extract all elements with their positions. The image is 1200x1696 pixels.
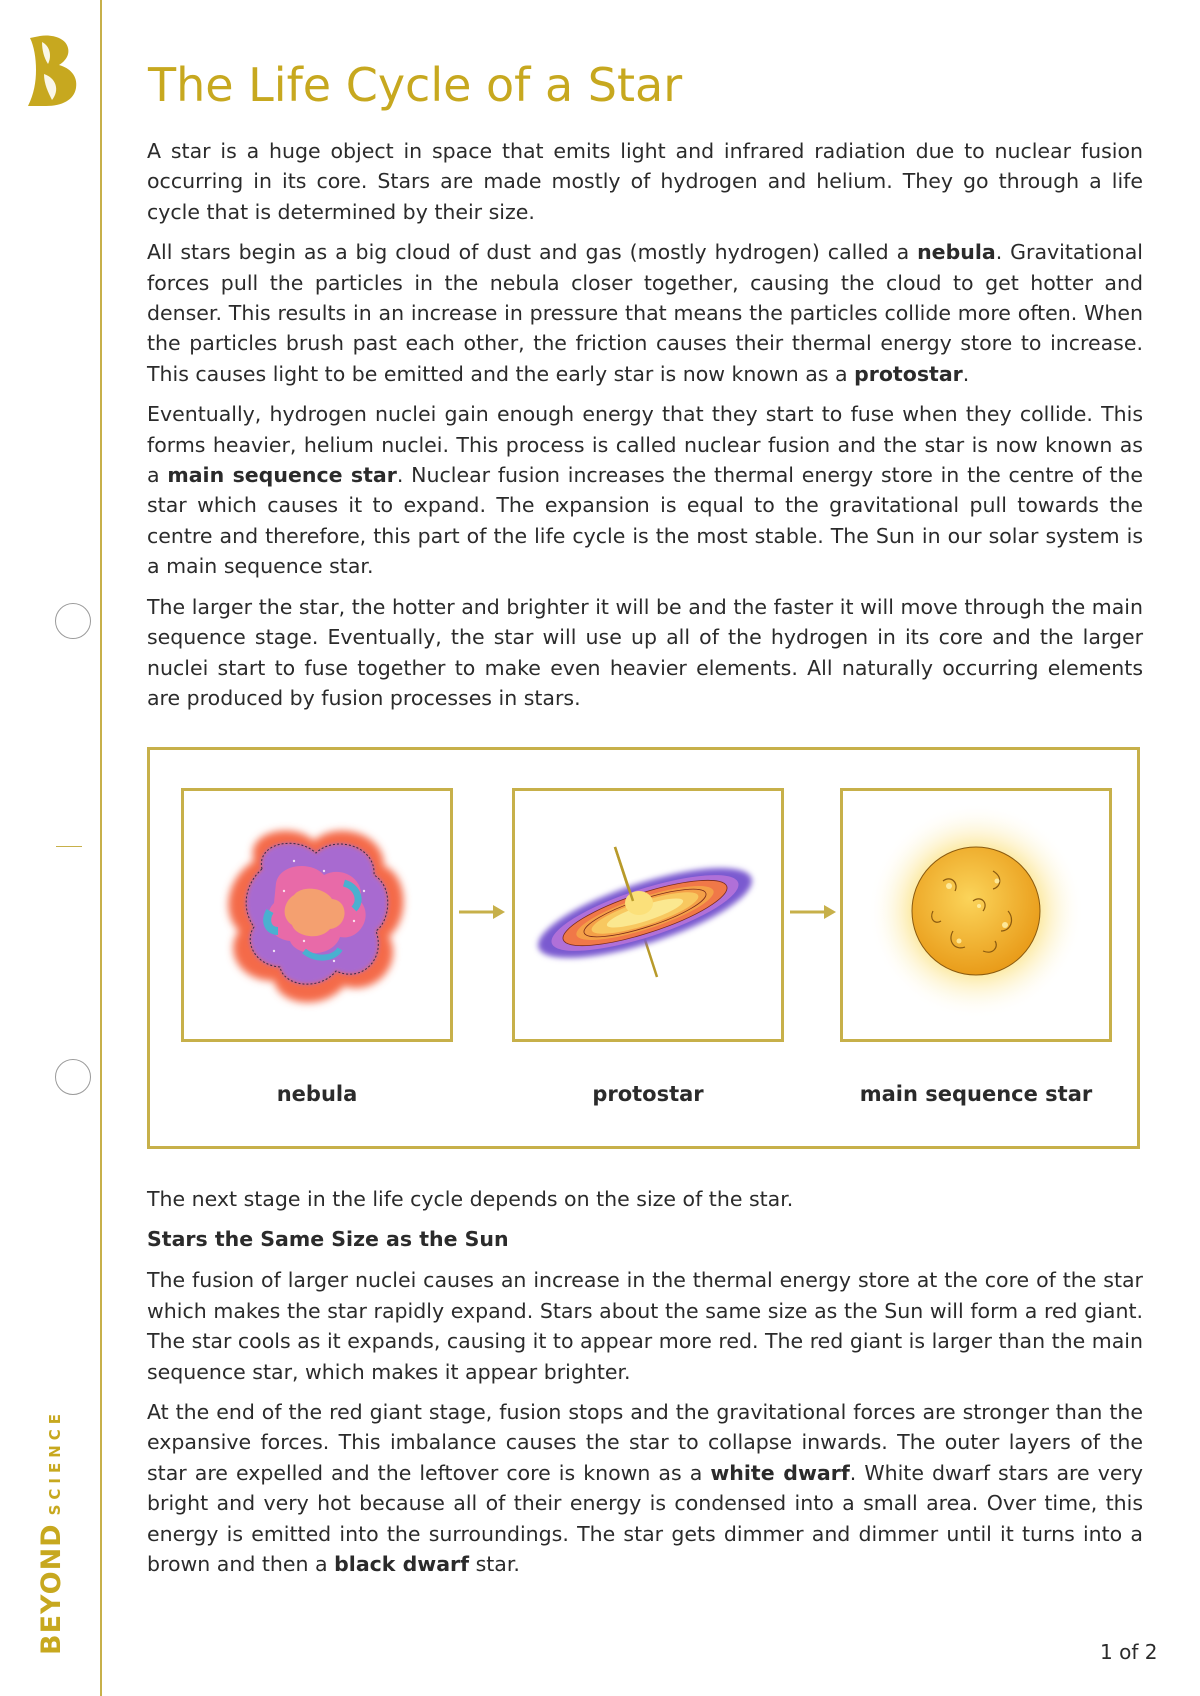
paragraph [147,237,1143,389]
brand-word-beyond: BEYOND [36,1523,67,1655]
caption-nebula: nebula [276,1082,358,1106]
paragraph [147,1265,1143,1387]
protostar-panel [512,788,784,1042]
text-run: star. [469,1552,520,1577]
text-run: A star is a huge object in space that emits light and infrared radiation due to nuclear fusion occurring in its core. Stars are made mostly of hydrogen and helium. They go through a life cycle that is determined by their size. [147,139,1143,224]
beyond-logo-icon [26,34,80,108]
text-run: . [962,361,970,386]
paragraph [147,592,1143,714]
brand-logo-text [36,1409,67,1655]
paragraph [147,136,1143,227]
text-run: The larger the star, the hotter and brighter it will be and the faster it will move through the main sequence stage. Eventually, the star will use up all of the hydrogen in its core and the larger nuclei start to fuse together to make even heavier elements. All naturally occurring elements are produced by fusion processes in stars. [147,594,1143,710]
punch-hole-top [55,603,91,639]
fold-mark [56,846,82,847]
text-run: All stars begin as a big cloud of dust and gas (mostly hydrogen) called a [147,240,918,265]
brand-word-science: SCIENCE [46,1408,64,1516]
text-run: The fusion of larger nuclei causes an increase in the thermal energy store at the core of the star which makes the star rapidly expand. Stars about the same size as the Sun will form a red giant. The star cools as it expands, causing it to appear more red. The red giant is larger than the main sequence star, which makes it appear brighter. [147,1268,1143,1384]
intro-text [147,136,1143,723]
section-paragraphs [147,1265,1143,1579]
text-run: Eventually, hydrogen nuclei gain enough energy that they start to fuse when they collide. This forms heavier, helium nuclei. This process is called nuclear fusion and the star is now known as a [147,402,1143,488]
nebula-panel [181,788,453,1042]
protostar-illustration [515,791,781,1039]
bold-term: protostar [854,361,963,386]
bold-term: nebula [917,240,996,265]
paragraph [147,1397,1143,1579]
arrow-right-icon [788,902,838,922]
section-heading: Stars the Same Size as the Sun [147,1227,509,1252]
text-run: . Nuclear fusion increases the thermal energy store in the centre of the star which causes it to expand. The expansion is equal to the gravitational pull towards the centre and therefore, this part of the life cycle is the most stable. The Sun in our solar system is a main sequence star. [147,463,1143,579]
nebula-illustration [184,791,450,1039]
main-sequence-star-illustration [843,791,1109,1039]
next-stage-paragraph: The next stage in the life cycle depends on the size of the star. [147,1187,794,1211]
life-cycle-figure [147,747,1140,1149]
main-sequence-star-panel [840,788,1112,1042]
page-title: The Life Cycle of a Star [148,58,683,112]
page-number: 1 of 2 [1100,1640,1158,1664]
text-run: At the end of the red giant stage, fusion stops and the gravitational forces are stronger than the expansive forces. This imbalance causes the star to collapse inwards. The outer layers of the star are expelled and the leftover core is known as a [147,1400,1143,1485]
bold-term: main sequence star [167,463,397,488]
punch-hole-bottom [55,1059,91,1095]
bold-term: white dwarf [710,1460,850,1485]
text-run: . Gravitational forces pull the particles in the nebula closer together, causing the cloud to get hotter and denser. This results in an increase in pressure that means the particles collide more often. When the particles brush past each other, the friction causes their thermal energy store to increase. This causes light to be emitted and the early star is now known as a [147,240,1143,386]
margin-line [100,0,102,1696]
paragraph [147,399,1143,581]
arrow-right-icon [457,902,507,922]
caption-main-sequence-star: main sequence star [859,1082,1093,1106]
bold-term: black dwarf [334,1552,470,1577]
caption-protostar: protostar [592,1082,704,1106]
text-run: . White dwarf stars are very bright and very hot because all of their energy is condensed into a small area. Over time, this energy is emitted into the surroundings. The star gets dimmer and dimmer until it turns into a brown and then a [147,1460,1144,1577]
section-text [147,1184,1143,1589]
